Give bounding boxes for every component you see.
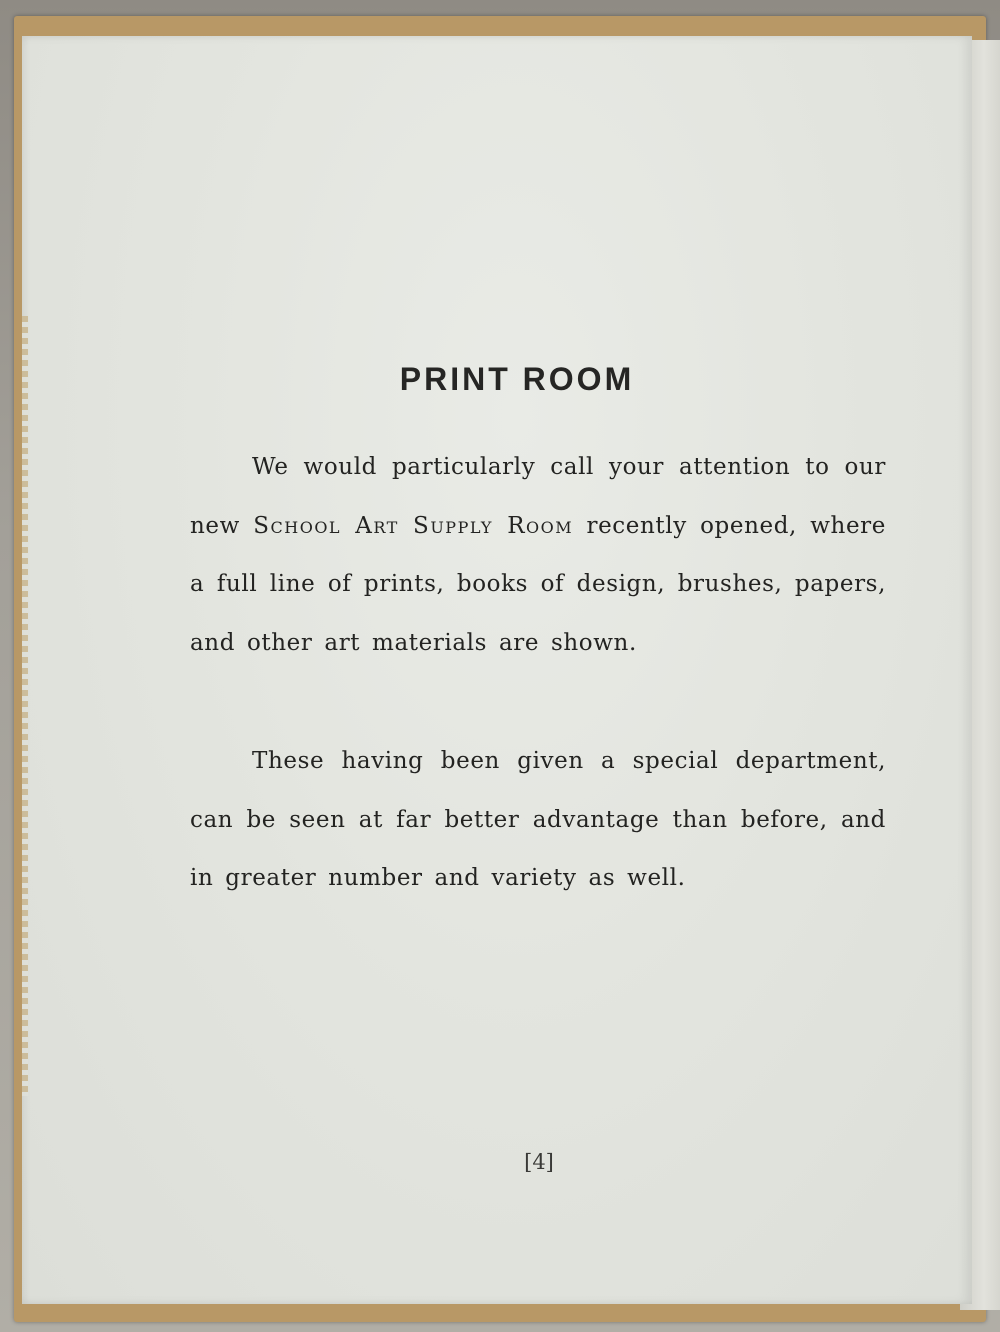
paragraph-2: These having been given a special department, can be seen at far better advantage than before, and in greater number and variety as well. [190,748,886,891]
torn-page-edge [22,316,28,1096]
paragraph-1 [190,438,886,672]
booklet-page [22,36,972,1304]
room-name-small-caps: School Art Supply Room [253,512,574,539]
page-title: PRINT ROOM [399,361,635,397]
paragraph-1-end: recently opened, where a full line of prints, books of design, brushes, papers, and other art materials are shown. [190,512,886,656]
paragraph-1-start: We would particularly call your attention to our new [190,454,886,539]
page-number: [4] [524,1150,554,1174]
